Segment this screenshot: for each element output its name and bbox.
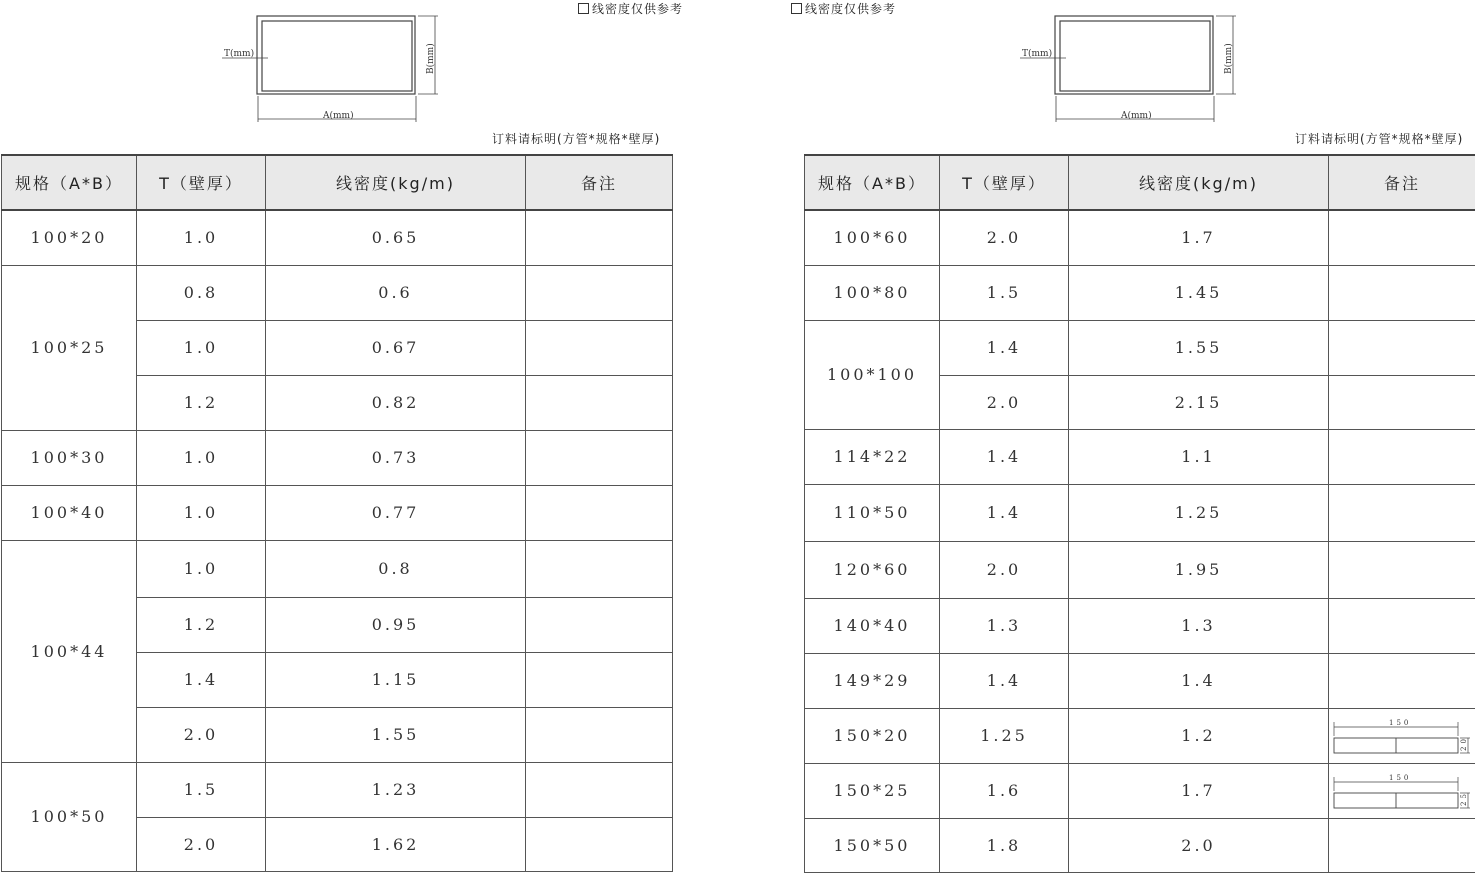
a-dimension-label: A(mm) [1120,110,1152,121]
density-cell: 1.7 [1069,210,1329,265]
spec-cell: 100*44 [2,540,137,762]
thickness-cell: 1.4 [940,320,1069,375]
thickness-cell: 1.2 [137,375,266,430]
density-cell: 1.62 [266,817,526,871]
remarks-cell [526,707,673,762]
table-row [805,541,1475,598]
spec-table [1,154,673,872]
remarks-cell [526,597,673,652]
remarks-cell [1329,320,1475,375]
density-cell: 2.15 [1069,375,1329,429]
density-cell: 1.1 [1069,429,1329,484]
spec-cell: 100*20 [2,210,137,265]
flat-tube-mini-diagram [1332,771,1472,811]
density-note: 线密度仅供参考 [578,0,683,17]
density-cell: 2.0 [1069,818,1329,872]
thickness-cell: 1.4 [940,653,1069,708]
table-row [805,763,1475,818]
remarks-cell [526,430,673,485]
density-cell: 1.4 [1069,653,1329,708]
density-cell: 0.6 [266,265,526,320]
density-cell: 1.55 [1069,320,1329,375]
left-panel [0,0,675,869]
table-row [805,708,1475,763]
table-header-row [2,155,673,210]
thickness-cell: 1.0 [137,320,266,375]
spec-cell: 100*100 [805,320,940,429]
table-row [805,210,1475,265]
remarks-cell [526,375,673,430]
density-cell: 1.3 [1069,598,1329,653]
density-cell: 1.25 [1069,484,1329,541]
density-cell: 0.8 [266,540,526,597]
header-remarks: 备注 [1329,155,1475,210]
width-dimension-label: 150 [1389,774,1411,782]
thickness-cell: 1.0 [137,485,266,540]
thickness-cell: 2.0 [940,375,1069,429]
right-panel [803,0,1475,869]
table-row [2,210,673,265]
thickness-cell: 1.2 [137,597,266,652]
density-cell: 1.45 [1069,265,1329,320]
width-dimension-label: 150 [1389,719,1411,727]
header-density: 线密度(kg/m) [266,155,526,210]
spec-cell: 100*60 [805,210,940,265]
density-cell: 1.55 [266,707,526,762]
header-spec: 规格（A*B） [2,155,137,210]
table-row [2,430,673,485]
thickness-cell: 1.8 [940,818,1069,872]
table-row [2,762,673,817]
remarks-cell [1329,598,1475,653]
density-cell: 1.2 [1069,708,1329,763]
spec-cell: 140*40 [805,598,940,653]
remarks-cell [526,652,673,707]
table-header-row [805,155,1475,210]
table-row [805,653,1475,708]
thickness-cell: 2.0 [137,817,266,871]
table-row [805,818,1475,872]
thickness-cell: 1.5 [940,265,1069,320]
thickness-cell: 1.0 [137,430,266,485]
thickness-cell: 2.0 [940,210,1069,265]
table-row [2,265,673,320]
density-cell: 0.65 [266,210,526,265]
remarks-cell [526,817,673,871]
density-cell: 1.95 [1069,541,1329,598]
table-row [805,598,1475,653]
density-cell: 0.82 [266,375,526,430]
checkbox-square-icon [578,3,589,14]
spec-cell: 100*50 [2,762,137,871]
spec-cell: 120*60 [805,541,940,598]
thickness-cell: 1.4 [940,429,1069,484]
table-row [805,484,1475,541]
density-cell: 1.23 [266,762,526,817]
remarks-cell [1329,210,1475,265]
header-thickness: T（壁厚） [137,155,266,210]
remarks-cell [1329,375,1475,429]
header-spec: 规格（A*B） [805,155,940,210]
square-tube-diagram [222,12,442,124]
remarks-cell [1329,708,1475,763]
thickness-cell: 1.6 [940,763,1069,818]
thickness-cell: 1.5 [137,762,266,817]
remarks-cell [1329,763,1475,818]
thickness-cell: 1.0 [137,210,266,265]
spec-cell: 100*30 [2,430,137,485]
remarks-cell [1329,429,1475,484]
density-cell: 0.67 [266,320,526,375]
density-cell: 0.73 [266,430,526,485]
remarks-cell [1329,265,1475,320]
density-note: 线密度仅供参考 [791,0,896,17]
b-dimension-label: B(mm) [1223,43,1234,74]
density-cell: 1.7 [1069,763,1329,818]
thickness-cell: 1.4 [137,652,266,707]
spec-cell: 110*50 [805,484,940,541]
spec-cell: 149*29 [805,653,940,708]
thickness-cell: 1.3 [940,598,1069,653]
remarks-cell [526,265,673,320]
remarks-cell [526,540,673,597]
spec-cell: 100*40 [2,485,137,540]
height-dimension-label: 20 [1460,736,1468,751]
thickness-cell: 0.8 [137,265,266,320]
thickness-cell: 1.0 [137,540,266,597]
spec-cell: 100*25 [2,265,137,430]
order-note: 订料请标明(方管*规格*壁厚) [1295,130,1463,147]
thickness-cell: 1.4 [940,484,1069,541]
t-dimension-label: T(mm) [224,48,254,59]
header-density: 线密度(kg/m) [1069,155,1329,210]
t-dimension-label: T(mm) [1022,48,1052,59]
remarks-cell [1329,818,1475,872]
spec-cell: 150*50 [805,818,940,872]
height-dimension-label: 25 [1460,791,1468,806]
spec-table [804,154,1475,873]
flat-tube-mini-diagram [1332,716,1472,756]
spec-cell: 114*22 [805,429,940,484]
thickness-cell: 1.25 [940,708,1069,763]
checkbox-square-icon [791,3,802,14]
remarks-cell [1329,484,1475,541]
remarks-cell [526,320,673,375]
density-cell: 1.15 [266,652,526,707]
density-cell: 0.95 [266,597,526,652]
remarks-cell [1329,653,1475,708]
remarks-cell [526,485,673,540]
table-row [805,320,1475,375]
b-dimension-label: B(mm) [425,43,436,74]
spec-cell: 150*20 [805,708,940,763]
remarks-cell [526,762,673,817]
remarks-cell [1329,541,1475,598]
a-dimension-label: A(mm) [322,110,354,121]
order-note: 订料请标明(方管*规格*壁厚) [492,130,660,147]
density-cell: 0.77 [266,485,526,540]
table-row [2,540,673,597]
table-row [805,429,1475,484]
spec-cell: 150*25 [805,763,940,818]
thickness-cell: 2.0 [940,541,1069,598]
square-tube-diagram [1020,12,1240,124]
header-remarks: 备注 [526,155,673,210]
remarks-cell [526,210,673,265]
table-row [2,485,673,540]
thickness-cell: 2.0 [137,707,266,762]
header-thickness: T（壁厚） [940,155,1069,210]
spec-cell: 100*80 [805,265,940,320]
table-row [805,265,1475,320]
